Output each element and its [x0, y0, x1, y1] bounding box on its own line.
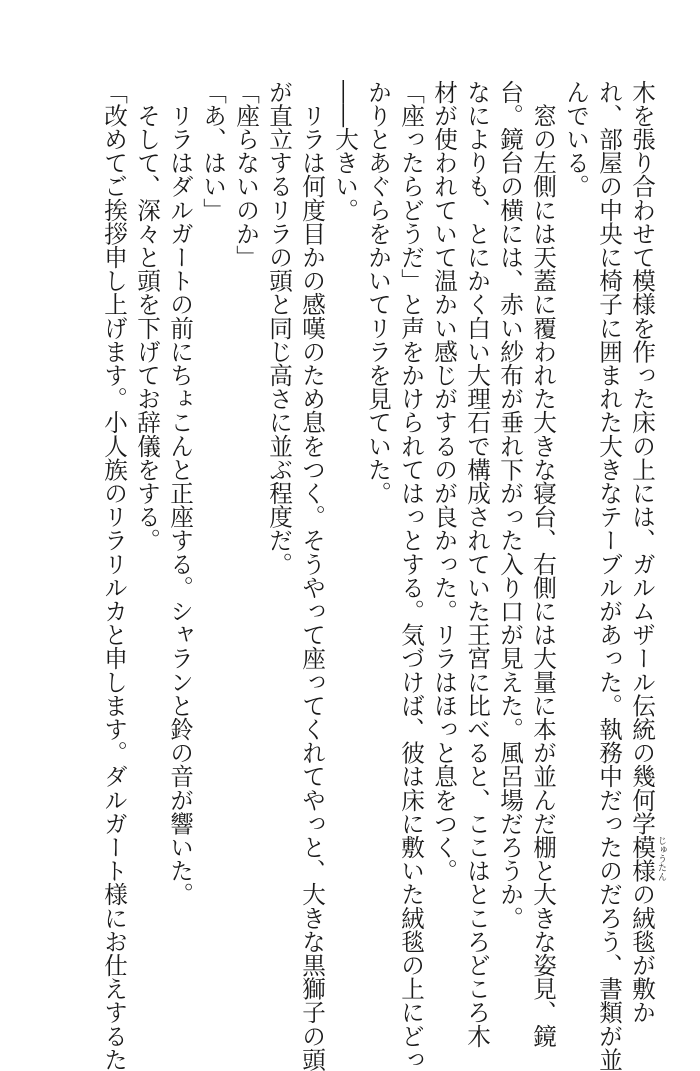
text-column-2: れ、部屋の中央に椅子に囲まれた大きなテーブルがあった。執務中だったのだろう、書類が並	[595, 80, 623, 1071]
text-column-5: 台。鏡台の横には、赤い紗布が垂れ下がった入り口が見えた。風呂場だろうか。	[496, 80, 524, 930]
text-column-15: リラはダルガートの前にちょこんと正座する。シャランと鈴の音が響いた。	[166, 80, 194, 906]
text-column-3: んでいる。	[562, 80, 590, 198]
text-column-8: 「座ったらどうだ」と声をかけられてはっとする。気づけば、彼は床に敷いた絨毯の上にどっ	[397, 80, 425, 1071]
text-column-4: 窓の左側には天蓋に覆われた大きな寝台、右側には大量に本が並んだ棚と大きな姿見、鏡	[529, 80, 557, 1048]
text-column-10: ――大きい。	[331, 80, 359, 222]
text-column-17: 「改めてご挨拶申し上げます。小人族のリラリルカと申します。ダルガート様にお仕えするた	[100, 80, 128, 1071]
text-column-14: 「あ、はい」	[199, 80, 227, 222]
ruby-annotation: じゅうたん	[656, 836, 666, 881]
text-column-13: 「座らないのか」	[232, 80, 260, 269]
text-column-7: 材が使われていて温かい感じがするのが良かった。リラはほっと息をつく。	[430, 80, 458, 883]
text-column-6: なによりも、とにかく白い大理石で構成されていた王宮に比べると、ここはところどころ木	[463, 80, 491, 1048]
text-column-9: かりとあぐらをかいてリラを見ていた。	[364, 80, 392, 505]
text-column-11: リラは何度目かの感嘆のため息をつく。そうやって座ってくれてやっと、大きな黒獅子の頭	[298, 80, 326, 1071]
text-column-1: 木を張り合わせて模様を作った床の上には、ガルムザール伝統の幾何学模様の絨毯が敷か	[628, 80, 656, 1024]
text-column-12: が直立するリラの頭と同じ高さに並ぶ程度だ。	[265, 80, 293, 576]
text-column-16: そして、深々と頭を下げてお辞儀をする。	[133, 80, 161, 552]
